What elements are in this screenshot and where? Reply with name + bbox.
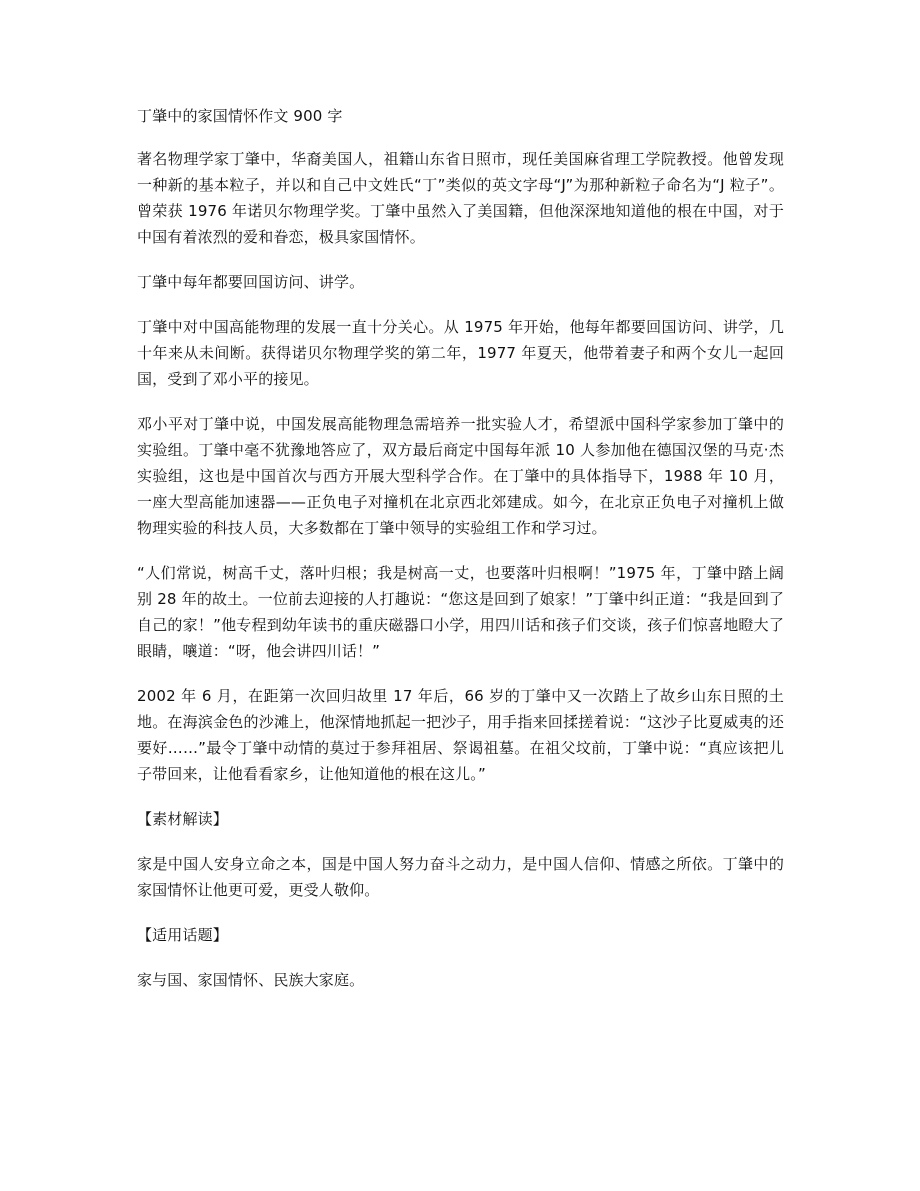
paragraph-high-energy-physics: 丁肇中对中国高能物理的发展一直十分关心。从 1975 年开始，他每年都要回国访问、讲学，几十年来从未间断。获得诺贝尔物理学奖的第二年，1977 年夏天，他带着妻子和两个女儿一起回国，受到了邓小平的接见。	[137, 318, 784, 388]
document-page	[137, 103, 784, 1012]
document-title: 丁肇中的家国情怀作文 900 字	[137, 107, 343, 125]
paragraph-experiment-group: 邓小平对丁肇中说，中国发展高能物理急需培养一批实验人才，希望派中国科学家参加丁肇中的实验组。丁肇中毫不犹豫地答应了，双方最后商定中国每年派 10 人参加他在德国汉堡的马克·杰实验组，这也是中国首次与西方开展大型科学合作。在丁肇中的具体指导下，1988 年 10 月，一座大型高能加速器——正负电子对撞机在北京西北郊建成。如今，在北京正负电子对撞机上做物理实验的科技人员，大多数都在丁肇中领导的实验组工作和学习过。	[137, 415, 784, 537]
paragraph-applicable-topics: 家与国、家国情怀、民族大家庭。	[137, 971, 365, 989]
section-heading-applicable-topics: 【适用话题】	[137, 926, 228, 944]
paragraph-return-home: “人们常说，树高千丈，落叶归根；我是树高一丈，也要落叶归根啊！”1975 年，丁肇中踏上阔别 28 年的故土。一位前去迎接的人打趣说：“您这是回到了娘家！”丁肇中纠正道：“我是回到了自己的家！”他专程到幼年读书的重庆磁器口小学，用四川话和孩子们交谈，孩子们惊喜地瞪大了眼睛，嚷道：“呀，他会讲四川话！”	[137, 564, 784, 660]
section-heading-material-interpretation: 【素材解读】	[137, 810, 228, 828]
paragraph-introduction: 著名物理学家丁肇中，华裔美国人，祖籍山东省日照市，现任美国麻省理工学院教授。他曾发现一种新的基本粒子，并以和自己中文姓氏“丁”类似的英文字母“J”为那种新粒子命名为“J 粒子”。曾荣获 1976 年诺贝尔物理学奖。丁肇中虽然入了美国籍，但他深深地知道他的根在中国，对于中国有着浓烈的爱和眷恋，极具家国情怀。	[137, 150, 784, 246]
paragraph-rizhao-visit: 2002 年 6 月，在距第一次回归故里 17 年后，66 岁的丁肇中又一次踏上了故乡山东日照的土地。在海滨金色的沙滩上，他深情地抓起一把沙子，用手指来回揉搓着说：“这沙子比夏威夷的还要好……”最令丁肇中动情的莫过于参拜祖居、祭谒祖墓。在祖父坟前，丁肇中说：“真应该把儿子带回来，让他看看家乡，让他知道他的根在这儿。”	[137, 687, 784, 783]
paragraph-annual-visits: 丁肇中每年都要回国访问、讲学。	[137, 273, 365, 291]
paragraph-material-interpretation: 家是中国人安身立命之本，国是中国人努力奋斗之动力，是中国人信仰、情感之所依。丁肇中的家国情怀让他更可爱，更受人敬仰。	[137, 855, 784, 899]
